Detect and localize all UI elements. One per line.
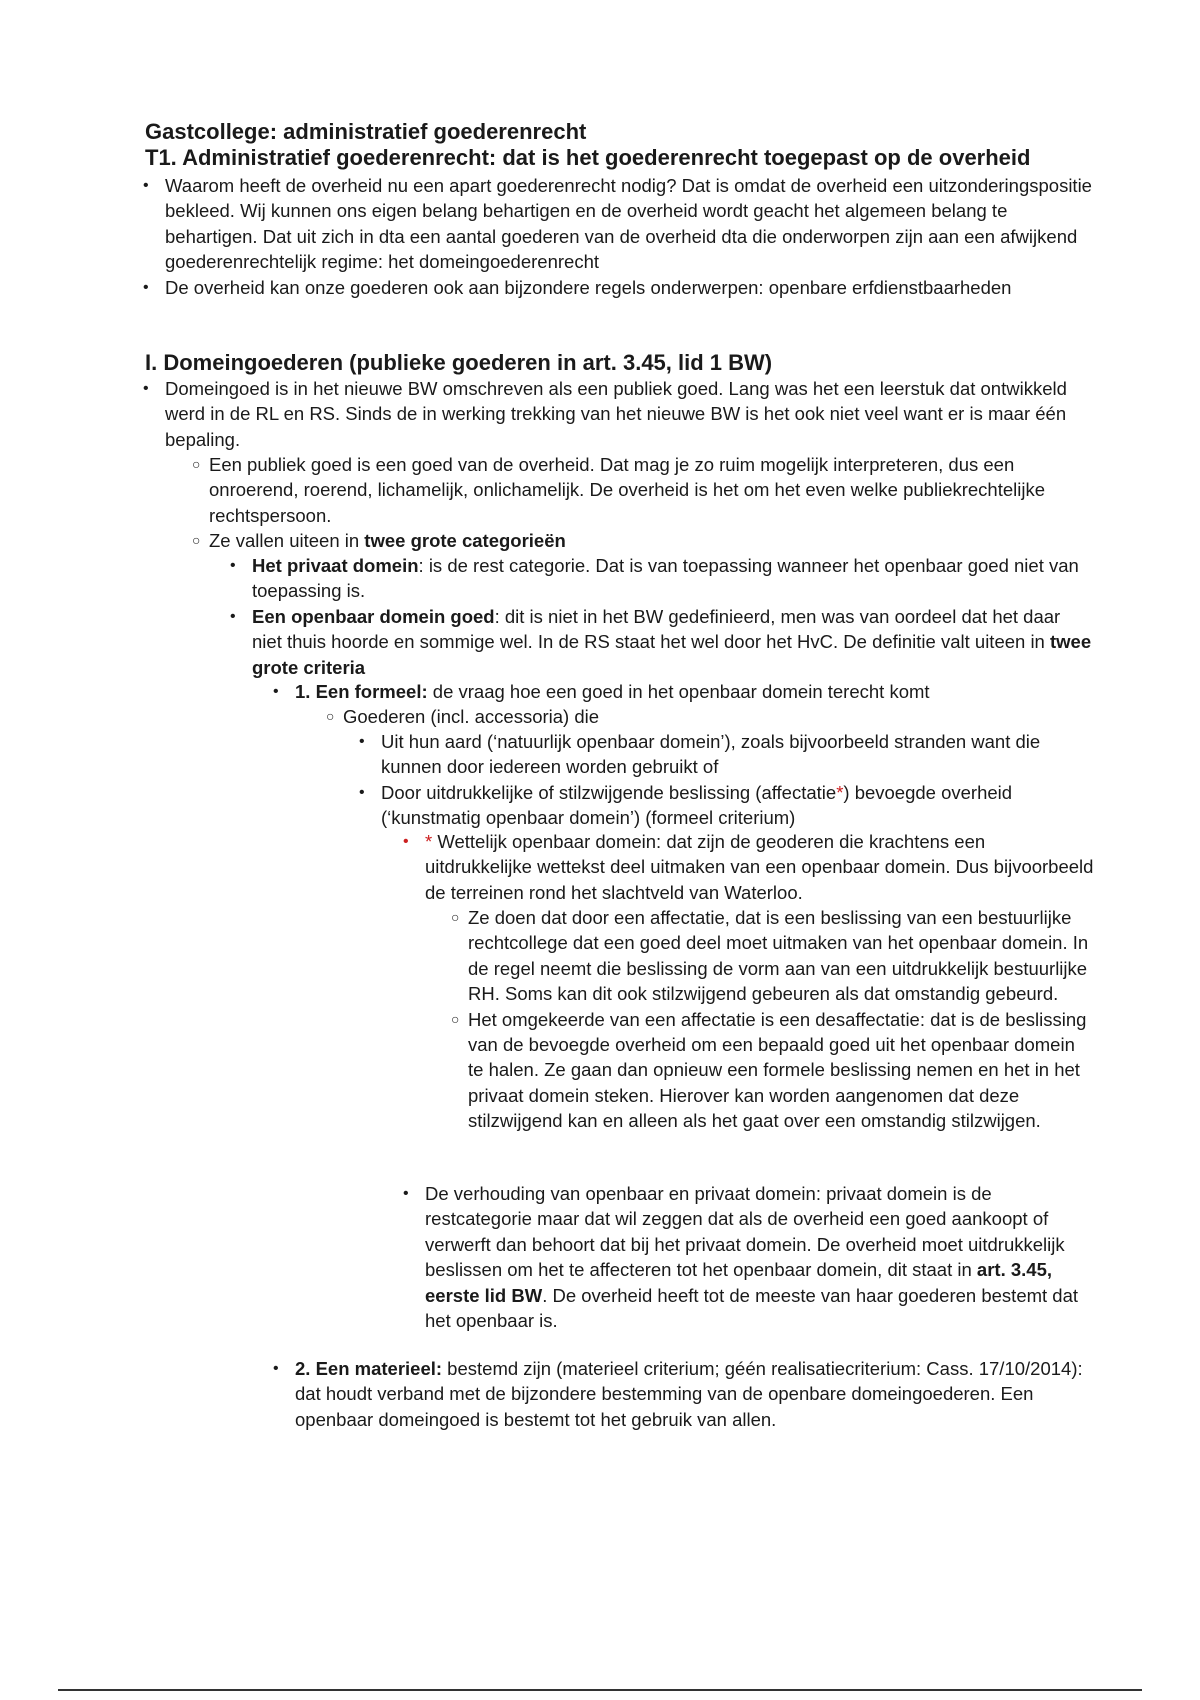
circle-marker: ○ [451, 909, 460, 925]
list-item [273, 679, 1095, 704]
privaat-text: : is de rest categorie. Dat is van toepassing wanneer het openbaar goed niet van toepassing is. [252, 555, 1079, 602]
bullet-marker: • [230, 557, 236, 574]
circle-marker: ○ [192, 456, 201, 472]
section1-body [143, 376, 1095, 452]
bullet-marker: • [403, 833, 409, 850]
privaat-bold: Het privaat domein [252, 555, 419, 576]
list-item [359, 780, 1095, 831]
materieel-text: bestemd zijn (materieel criterium; géén realisatiecriterium: Cass. 17/10/2014): dat houdt verband met de bijzondere bestemming van de openbare domeingoederen. Een openbaar domeingoed is bestemt tot het gebruik van allen. [295, 1358, 1083, 1430]
list-item [192, 528, 1095, 553]
list-item [143, 376, 1095, 452]
intro-list [143, 173, 1095, 300]
bullet-marker: • [143, 177, 149, 194]
verhouding-bold: art. 3.45, eerste lid BW [425, 1259, 1052, 1306]
list-item [230, 604, 1095, 680]
level3-list [230, 553, 1095, 680]
list-item [451, 1007, 1095, 1134]
doc-title: Gastcollege: administratief goederenrecht [145, 119, 587, 144]
formeel-item [273, 679, 1095, 704]
list-item [273, 1356, 1095, 1432]
publiek-goed-text: Een publiek goed is een goed van de overheid. Dat mag je zo ruim mogelijk interpreteren, dus een onroerend, roerend, lichamelijk, onlichamelijk. De overheid is het om het even welke publiekrechtelijke rechtspersoon. [209, 454, 1046, 526]
goederen-item [326, 704, 1095, 729]
bullet-marker: • [403, 1185, 409, 1202]
list-item [451, 905, 1095, 1007]
openbaar-text: : dit is niet in het BW gedefinieerd, men was van oordeel dat het daar niet thuis hoorde en sommige wel. In de RS staat het wel door het HvC. De definitie valt uiteen in [252, 605, 1061, 653]
verhouding-item [403, 1181, 1095, 1333]
list-item [403, 829, 1095, 905]
goederen-sublist [359, 729, 1095, 831]
circle-marker: ○ [326, 708, 335, 724]
list-item [143, 173, 1095, 275]
categorieen-bold: twee grote categorieën [364, 530, 566, 552]
verhouding-post: . De overheid heeft tot de meeste van haar goederen bestemt dat het openbaar is. [425, 1284, 1079, 1332]
affectatie-list [451, 905, 1095, 1134]
list-item [143, 275, 1095, 300]
intro-text-2: De overheid kan onze goederen ook aan bijzondere regels onderwerpen: openbare erfdienstbaarheden [165, 276, 1012, 298]
aard-text: Uit hun aard (‘natuurlijk openbaar domein’), zoals bijvoorbeeld stranden want die kunnen door iedereen worden gebruikt of [381, 731, 1041, 778]
list-item [359, 729, 1095, 780]
bullet-marker: • [359, 783, 365, 801]
criteria-bold: twee grote criteria [252, 631, 1092, 678]
bullet-marker: • [273, 1360, 279, 1377]
materieel-item [273, 1356, 1095, 1432]
bullet-marker: • [230, 607, 236, 625]
footnote-star: * [836, 781, 844, 803]
bullet-marker: • [359, 733, 365, 750]
bullet-marker: • [143, 278, 149, 296]
section-heading [145, 350, 1105, 376]
wettelijk-item [403, 829, 1095, 905]
list-item [230, 553, 1095, 604]
bullet-marker: • [273, 683, 279, 700]
circle-marker: ○ [192, 532, 201, 549]
domeingoed-text: Domeingoed is in het nieuwe BW omschreven als een publiek goed. Lang was het een leerstuk dat ontwikkeld werd in de RL en RS. Sinds de in werking trekking van het nieuwe BW is het ook niet veel want er is maar één bepaling. [165, 378, 1067, 450]
affectatie-text: Ze doen dat door een affectatie, dat is een beslissing van een bestuurlijke rechtcollege dat een goed deel moet uitmaken van het openbaar domein. In de regel neemt die beslissing de vorm aan van een uitdrukkelijk bestuurlijke RH. Soms kan dit ook stilzwijgend gebeuren als dat omstandig gebeurd. [468, 907, 1089, 1005]
categorieen-pre: Ze vallen uiteen in [209, 530, 365, 552]
openbaar-bold: Een openbaar domein goed [252, 605, 495, 627]
formeel-bold: 1. Een formeel: [295, 681, 428, 702]
level2-list [192, 452, 1095, 554]
circle-marker: ○ [451, 1010, 460, 1027]
formeel-text: de vraag hoe een goed in het openbaar domein terecht komt [427, 681, 930, 702]
doc-subtitle: T1. Administratief goederenrecht: dat is het goederenrecht toegepast op de overheid [145, 145, 1031, 170]
goederen-text: Goederen (incl. accessoria) die [343, 706, 600, 727]
verhouding-pre: De verhouding van openbaar en privaat domein: privaat domein is de restcategorie maar dat wil zeggen dat als de overheid een goed aankoopt of verwerft dan behoort dat bij het privaat domein. De overheid moet uitdrukkelijk beslissen om het te affecteren tot het openbaar domein, dit staat in [425, 1183, 1065, 1281]
list-item [326, 704, 1095, 729]
materieel-bold: 2. Een materieel: [295, 1358, 443, 1379]
page-divider [58, 1689, 1142, 1691]
list-item [192, 452, 1095, 528]
footnote-star: * [425, 831, 433, 852]
list-item [403, 1181, 1095, 1333]
beslissing-pre: Door uitdrukkelijke of stilzwijgende beslissing (affectatie [381, 781, 837, 803]
intro-text-1: Waarom heeft de overheid nu een apart goederenrecht nodig? Dat is omdat de overheid een uitzonderingspositie bekleed. Wij kunnen ons eigen belang behartigen en de overheid wordt geacht het algemeen belang te behartigen. Dat uit zich in dta een aantal goederen van de overheid dta die onderworpen zijn aan een afwijkend goederenrechtelijk regime: het domeingoederenrecht [165, 175, 1092, 273]
beslissing-post: ) bevoegde overheid (‘kunstmatig openbaar domein’) (formeel criterium) [381, 781, 1013, 829]
header-block [145, 119, 1105, 171]
section1-heading: I. Domeingoederen (publieke goederen in art. 3.45, lid 1 BW) [145, 350, 773, 375]
desaffectatie-text: Het omgekeerde van een affectatie is een desaffectatie: dat is de beslissing van de bevoegde overheid om een bepaald goed uit het openbaar domein te halen. Ze gaan dan opnieuw een formele beslissing nemen en het in het privaat domein steken. Hierover kan worden aangenomen dat deze stilzwijgend kan en alleen als het gaat over een omstandig stilzwijgen. [468, 1008, 1087, 1132]
wettelijk-text: Wettelijk openbaar domein: dat zijn de geoderen die krachtens een uitdrukkelijke wettekst deel uitmaken van een openbaar domein. Dus bijvoorbeeld de terreinen rond het slachtveld van Waterloo. [425, 831, 1094, 903]
bullet-marker: • [143, 380, 149, 397]
